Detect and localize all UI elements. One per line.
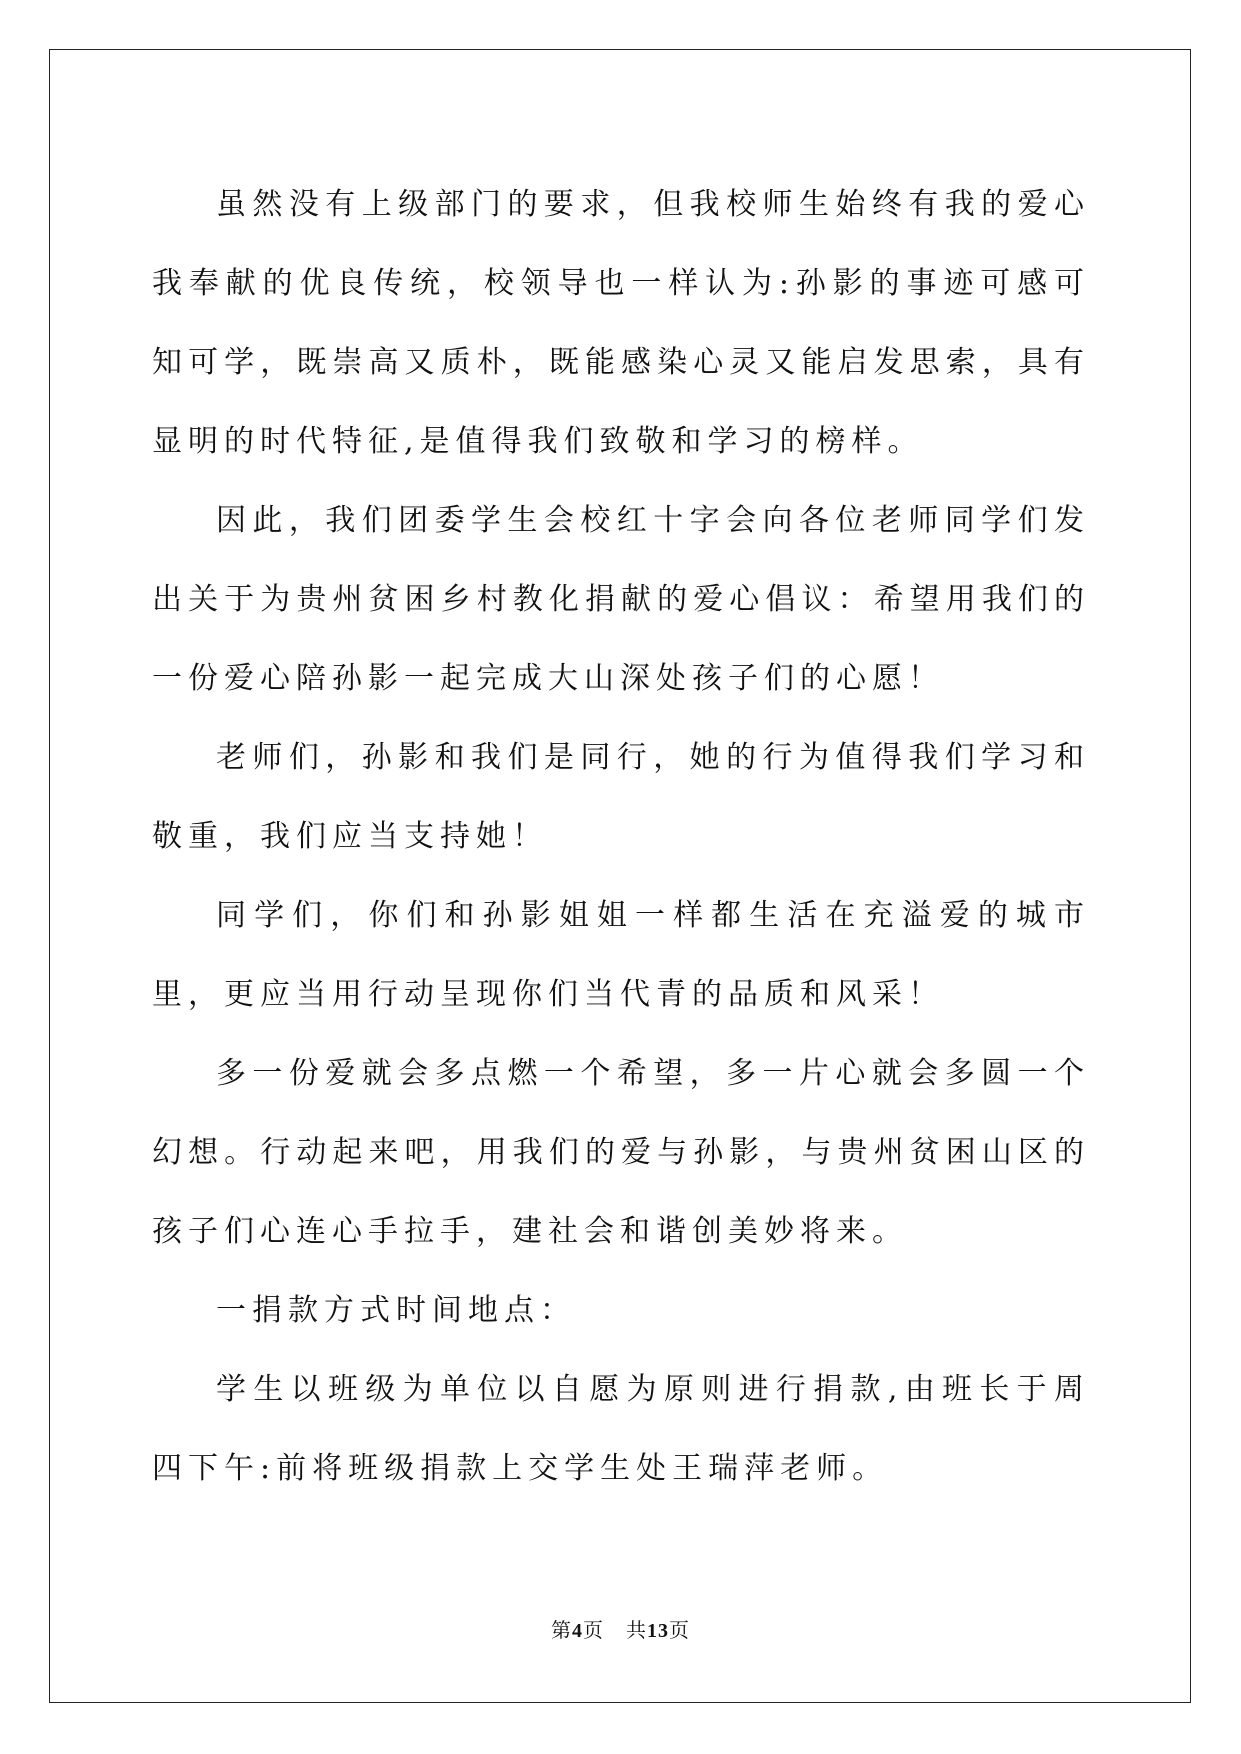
document-body xyxy=(152,165,1090,1508)
paragraph-5: 多一份爱就会多点燃一个希望，多一片心就会多圆一个幻想。行动起来吧，用我们的爱与孙影，与贵州贫困山区的孩子们心连心手拉手，建社会和谐创美妙将来。 xyxy=(152,1056,1090,1249)
current-page-number: 4 xyxy=(572,1620,583,1642)
paragraph-6: 一捐款方式时间地点： xyxy=(216,1293,576,1328)
paragraph-3: 老师们，孙影和我们是同行，她的行为值得我们学习和敬重，我们应当支持她！ xyxy=(152,740,1090,854)
paragraph-4: 同学们，你们和孙影姐姐一样都生活在充溢爱的城市里，更应当用行动呈现你们当代青的品质和风采！ xyxy=(152,898,1090,1012)
footer-page-unit: 页 xyxy=(583,1618,604,1642)
paragraph-1: 虽然没有上级部门的要求，但我校师生始终有我的爱心我奉献的优良传统，校领导也一样认为:孙影的事迹可感可知可学，既崇高又质朴，既能感染心灵又能启发思索，具有显明的时代特征,是值得我们致敬和学习的榜样。 xyxy=(152,187,1090,459)
total-page-number: 13 xyxy=(647,1620,669,1642)
paragraph-7: 学生以班级为单位以自愿为原则进行捐款,由班长于周四下午:前将班级捐款上交学生处王瑞萍老师。 xyxy=(152,1372,1090,1486)
paragraph-2: 因此，我们团委学生会校红十字会向各位老师同学们发出关于为贵州贫困乡村教化捐献的爱心倡议：希望用我们的一份爱心陪孙影一起完成大山深处孩子们的心愿！ xyxy=(152,503,1090,696)
footer-total-prefix: 共 xyxy=(626,1618,647,1642)
footer-total-unit: 页 xyxy=(669,1618,690,1642)
footer-prefix: 第 xyxy=(551,1618,572,1642)
page-footer xyxy=(0,1617,1241,1644)
